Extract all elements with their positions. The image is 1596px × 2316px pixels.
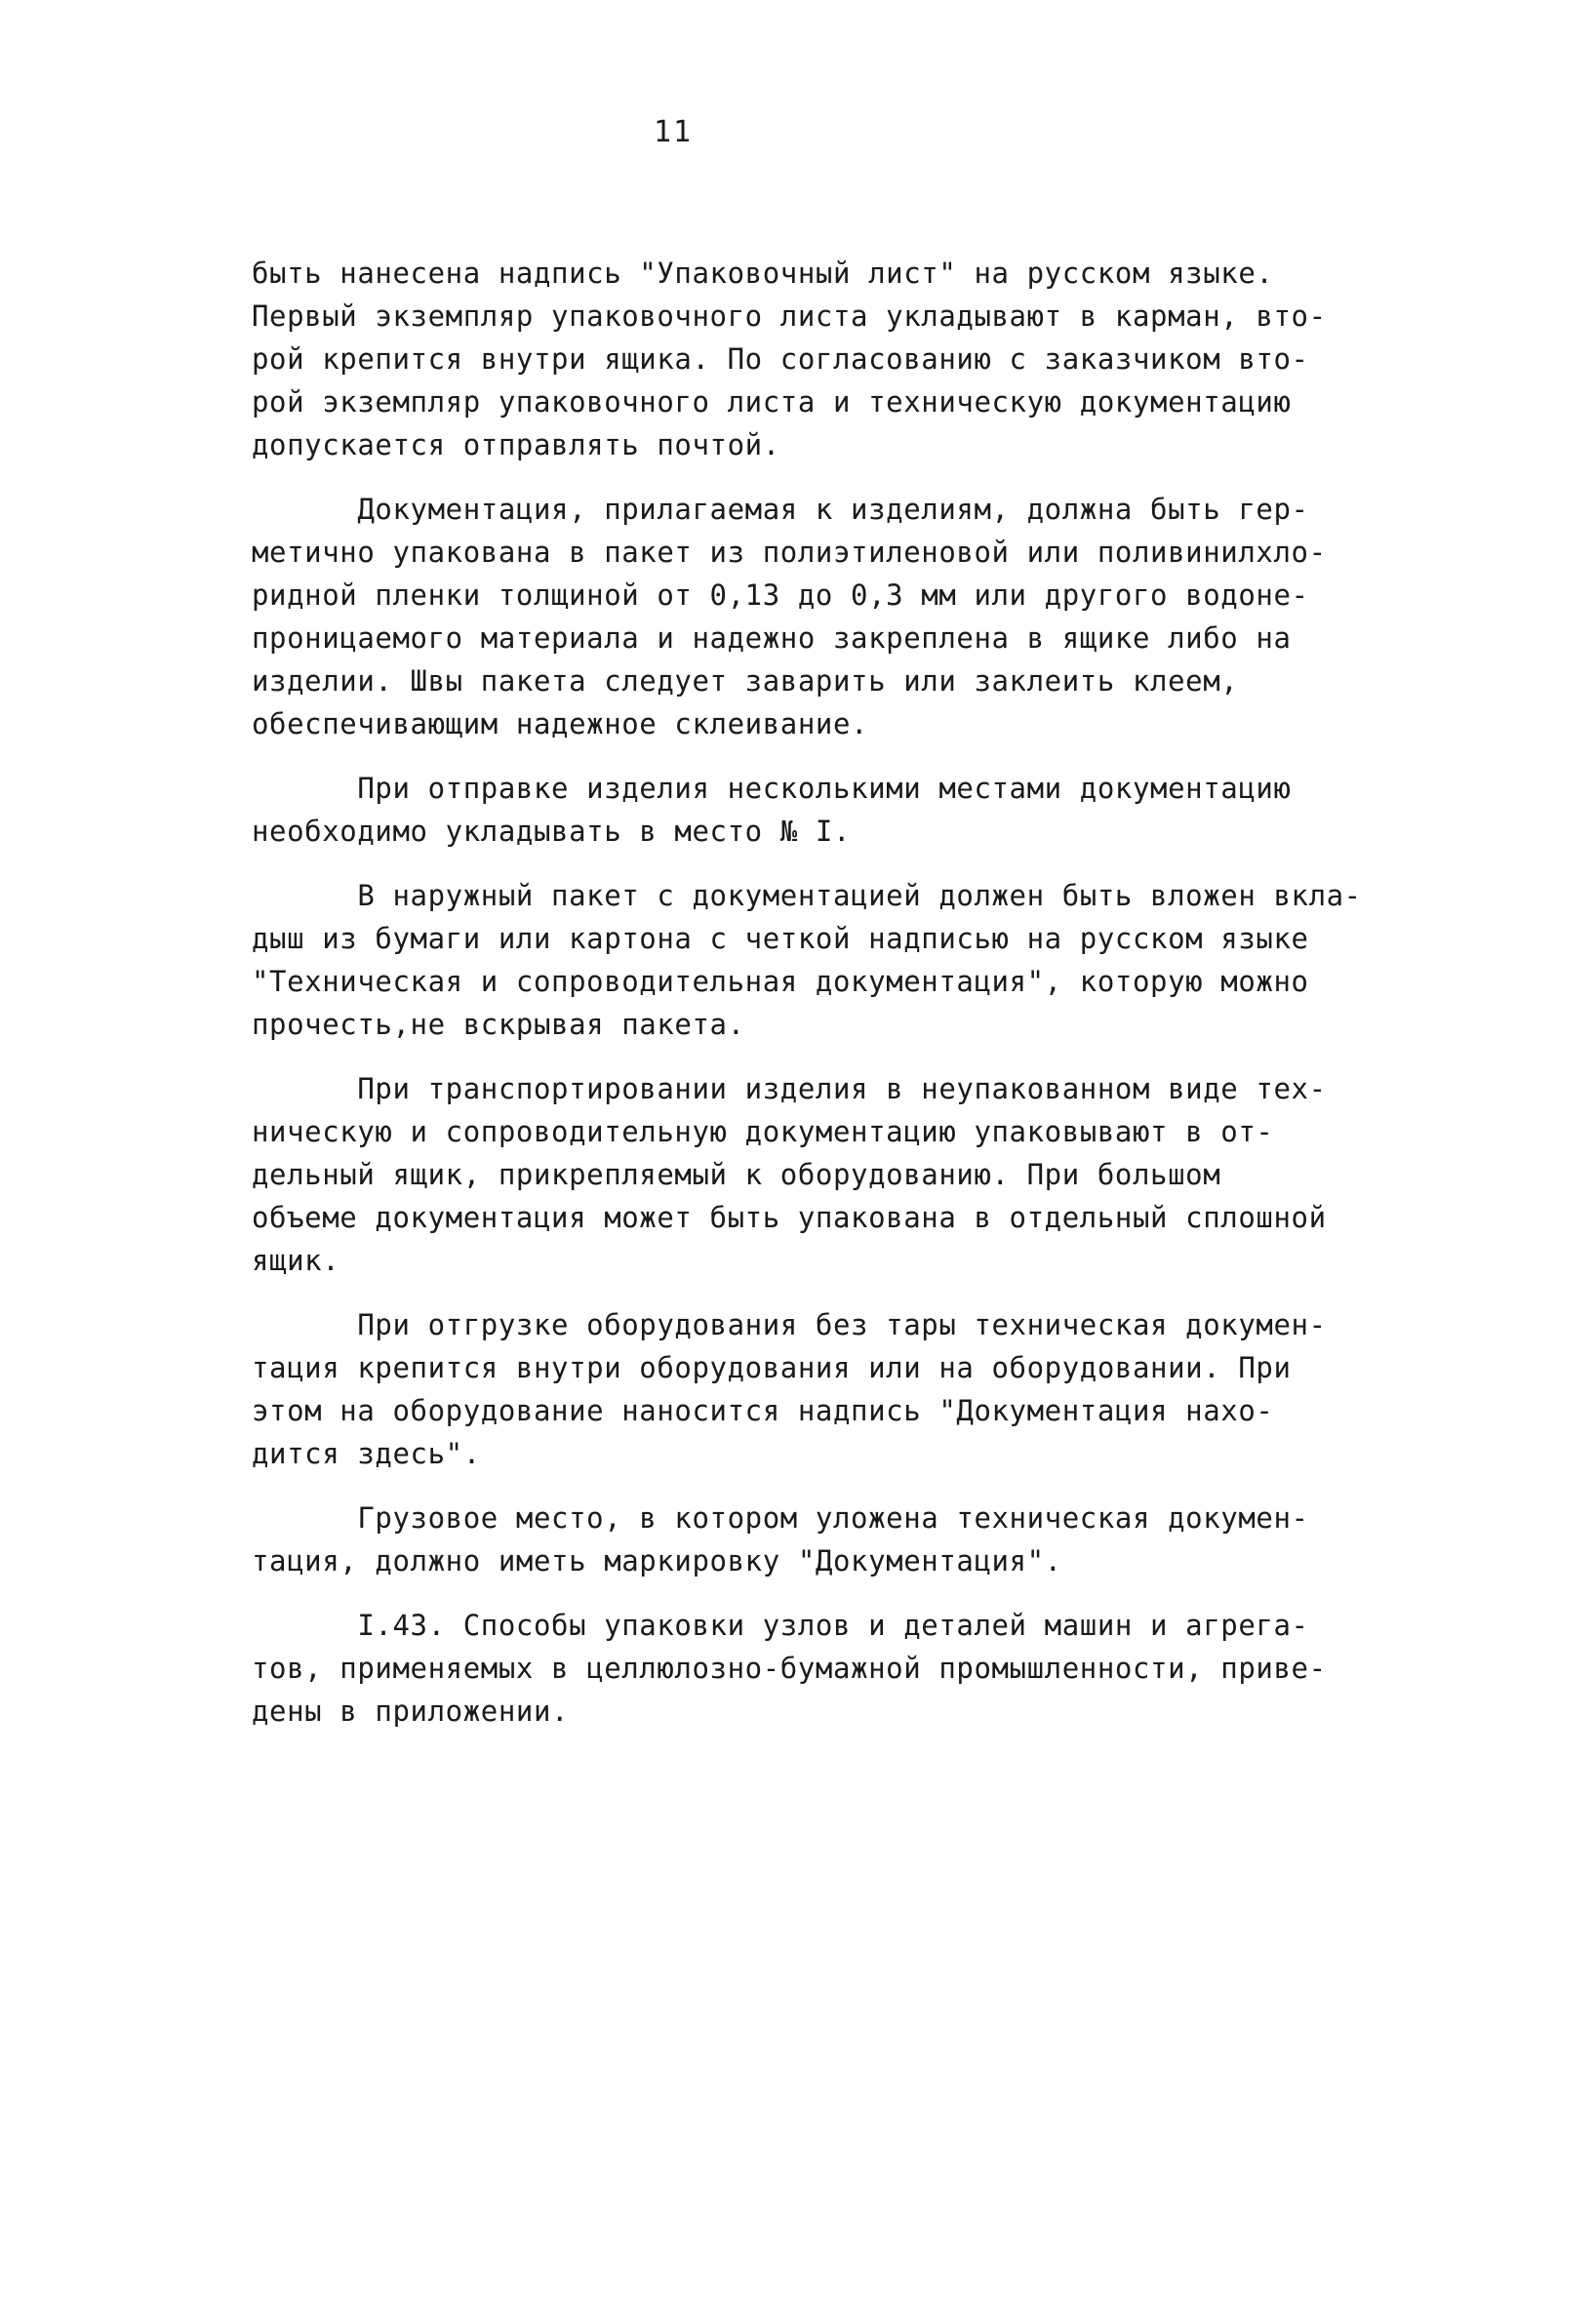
text-line: "Техническая и сопроводительная документация", которую можно <box>252 965 1309 998</box>
text-line: быть нанесена надпись "Упаковочный лист" на русском языке. <box>252 257 1274 290</box>
text-line: необходимо укладывать в место № I. <box>252 815 852 848</box>
text-line: Грузовое место, в котором уложена техническая докумен- <box>252 1501 1309 1535</box>
text-line: При отгрузке оборудования без тары техническая докумен- <box>252 1308 1327 1341</box>
text-line: ящик. <box>252 1244 340 1277</box>
text-line: ридной пленки толщиной от 0,13 до 0,3 мм или другого водоне- <box>252 579 1309 612</box>
text-line: тация крепится внутри оборудования или на оборудовании. При <box>252 1351 1292 1384</box>
text-line: дельный ящик, прикрепляемый к оборудованию. При большом <box>252 1158 1221 1191</box>
text-line: тов, применяемых в целлюлозно-бумажной промышленности, приве- <box>252 1652 1327 1685</box>
paragraph-cargo-marking <box>252 1497 1309 1582</box>
text-line: дены в приложении. <box>252 1695 570 1728</box>
text-line: I.43. Способы упаковки узлов и деталей машин и агрега- <box>252 1609 1309 1642</box>
paragraph-multiple-places <box>252 767 1305 853</box>
document-body <box>252 252 1362 1754</box>
text-line: В наружный пакет с документацией должен быть вложен вкла- <box>252 879 1362 912</box>
paragraph-packing-list <box>252 252 1327 466</box>
text-line: метично упакована в пакет из полиэтиленовой или поливинилхло- <box>252 536 1327 569</box>
text-line: дится здесь". <box>252 1437 481 1470</box>
text-line: Документация, прилагаемая к изделиям, должна быть гер- <box>252 493 1309 526</box>
page-number: 11 <box>653 115 694 149</box>
paragraph-section-1-43 <box>252 1604 1327 1733</box>
text-line: этом на оборудование наносится надпись "Документация нахо- <box>252 1394 1274 1427</box>
paragraph-unpacked-transport <box>252 1067 1327 1282</box>
text-line: обеспечивающим надежное склеивание. <box>252 707 869 740</box>
text-line: При отправке изделия несколькими местами документацию <box>252 772 1292 805</box>
text-line: ническую и сопроводительную документацию упаковывают в от- <box>252 1115 1274 1148</box>
text-line: Первый экземпляр упаковочного листа укладывают в карман, вто- <box>252 299 1327 333</box>
text-line: допускается отправлять почтой. <box>252 428 780 461</box>
paragraph-shipment-without-container <box>252 1303 1327 1475</box>
text-line: рой экземпляр упаковочного листа и техническую документацию <box>252 385 1292 419</box>
text-line: объеме документация может быть упакована в отдельный сплошной <box>252 1201 1327 1234</box>
text-line: тация, должно иметь маркировку "Документация". <box>252 1544 1062 1577</box>
text-line: При транспортировании изделия в неупакованном виде тех- <box>252 1072 1327 1105</box>
text-line: прочесть,не вскрывая пакета. <box>252 1008 745 1041</box>
text-line: проницаемого материала и надежно закреплена в ящике либо на <box>252 621 1292 655</box>
paragraph-documentation-sealing <box>252 488 1327 745</box>
paragraph-outer-package-insert <box>252 874 1362 1046</box>
text-line: рой крепится внутри ящика. По согласованию с заказчиком вто- <box>252 342 1309 376</box>
text-line: дыш из бумаги или картона с четкой надписью на русском языке <box>252 922 1309 955</box>
text-line: изделии. Швы пакета следует заварить или заклеить клеем, <box>252 664 1239 698</box>
